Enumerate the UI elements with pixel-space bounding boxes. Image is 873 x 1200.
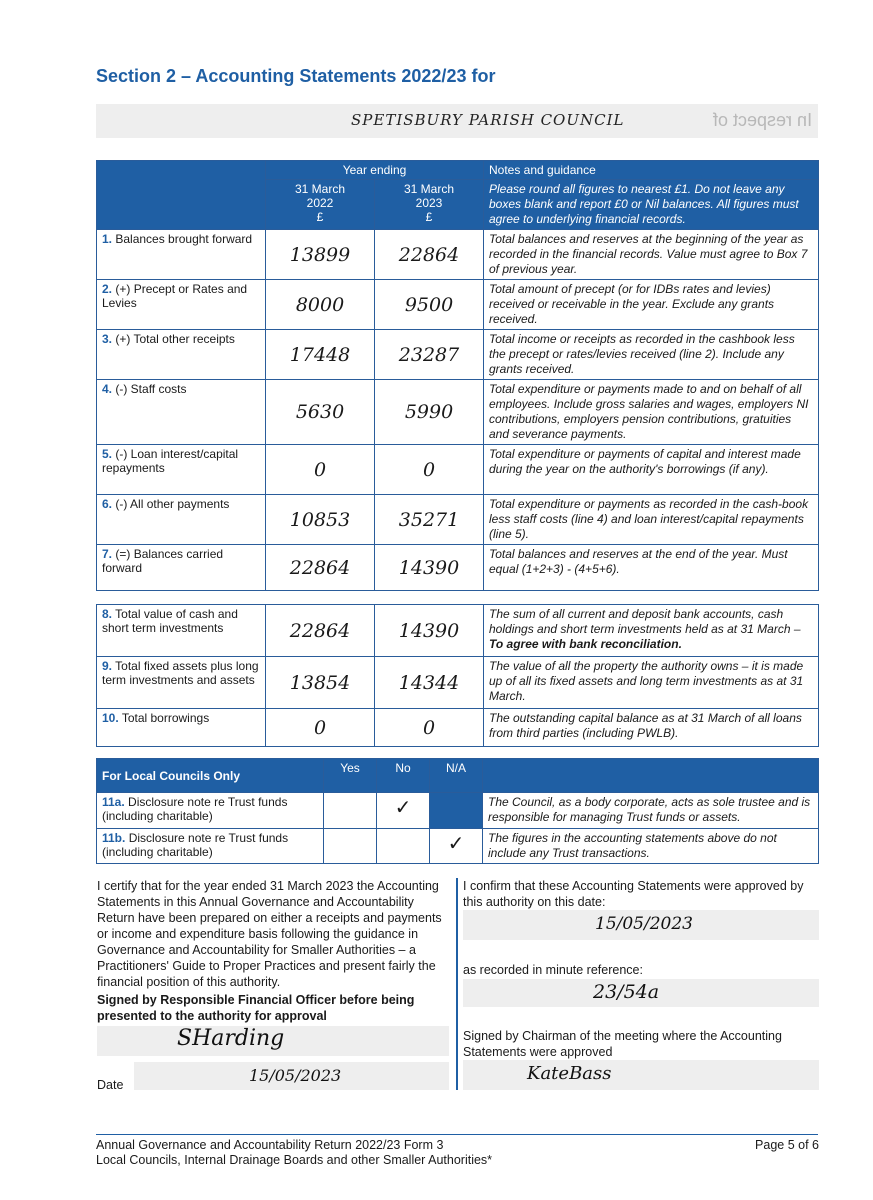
row-note-text: The value of all the property the authority owns – it is made up of all its fixed assets and long term investments as at 31 March. — [489, 659, 804, 703]
row-label — [97, 545, 266, 591]
value-2023[interactable]: 0 — [375, 445, 484, 495]
table-row — [97, 545, 819, 591]
row-note — [484, 657, 819, 709]
table-row — [97, 495, 819, 545]
footer-text — [96, 1138, 492, 1168]
row-label-text: (=) Balances carried forward — [102, 547, 224, 575]
footer-line-2: Local Councils, Internal Drainage Boards and other Smaller Authorities* — [96, 1153, 493, 1167]
year-ending-header: Year ending — [266, 161, 484, 180]
value-2023[interactable]: 5990 — [375, 380, 484, 445]
na-checkbox — [430, 793, 483, 829]
approval-date: 15/05/2023 — [595, 914, 693, 934]
row-note-bold: To agree with bank reconciliation. — [489, 637, 682, 651]
yes-checkbox[interactable] — [324, 829, 377, 864]
table-row — [97, 280, 819, 330]
row-note: Total amount of precept (or for IDBs rates and levies) received or receivable in the year. Exclude any grants received. — [484, 280, 819, 330]
chair-signature: KateBass — [527, 1063, 612, 1084]
col-2023-line1: 31 March — [403, 182, 455, 196]
row-number: 2. — [102, 282, 113, 296]
local-councils-header: For Local Councils Only — [97, 759, 324, 793]
value-2023[interactable]: 14344 — [375, 657, 484, 709]
value-2022[interactable]: 22864 — [266, 605, 375, 657]
value-2023[interactable]: 0 — [375, 709, 484, 747]
value-2022[interactable]: 0 — [266, 709, 375, 747]
col-2022-line1: 31 March — [294, 182, 346, 196]
table-row — [97, 445, 819, 495]
row-label — [97, 330, 266, 380]
value-2023[interactable]: 14390 — [375, 545, 484, 591]
rfo-date-box[interactable] — [134, 1062, 449, 1090]
row-label — [97, 829, 324, 864]
row-label-text: Balances brought forward — [115, 232, 253, 246]
row-label — [97, 280, 266, 330]
row-number: 8. — [102, 607, 113, 621]
row-number: 11b. — [102, 831, 126, 845]
approval-date-box[interactable] — [463, 910, 819, 940]
blank-header-cell — [97, 161, 266, 230]
rfo-signature-box[interactable] — [97, 1026, 449, 1056]
row-label — [97, 793, 324, 829]
council-name-field[interactable] — [96, 104, 818, 138]
row-number: 1. — [102, 232, 113, 246]
council-name: SPETISBURY PARISH COUNCIL — [351, 111, 625, 129]
row-label — [97, 605, 266, 657]
row-label — [97, 709, 266, 747]
row-note: Total income or receipts as recorded in the cashbook less the precept or rates/levies received (line 2). Include any grants received. — [484, 330, 819, 380]
value-2023[interactable]: 14390 — [375, 605, 484, 657]
value-2022[interactable]: 8000 — [266, 280, 375, 330]
row-note — [484, 709, 819, 747]
value-2023[interactable]: 9500 — [375, 280, 484, 330]
row-label-text: (-) Loan interest/capital repayments — [102, 447, 239, 475]
local-councils-table — [96, 758, 819, 864]
column-divider — [456, 878, 458, 1090]
row-label — [97, 230, 266, 280]
notes-header: Notes and guidance — [484, 161, 819, 180]
row-label-text: Disclosure note re Trust funds (including charitable) — [102, 795, 288, 823]
row-note: Total balances and reserves at the end of the year. Must equal (1+2+3) - (4+5+6). — [484, 545, 819, 591]
row-note: Total expenditure or payments of capital and interest made during the year on the authority's borrowings (if any). — [484, 445, 819, 495]
accounting-statements-table — [96, 160, 819, 591]
header-note: Please round all figures to nearest £1. Do not leave any boxes blank and report £0 or Nil balances. All figures must agree to underlying financial records. — [484, 180, 819, 230]
row-number: 9. — [102, 659, 113, 673]
page-number: Page 5 of 6 — [755, 1138, 819, 1152]
row-number: 5. — [102, 447, 113, 461]
row-label-text: (+) Precept or Rates and Levies — [102, 282, 248, 310]
row-note: Total expenditure or payments made to and on behalf of all employees. Include gross salaries and wages, employers NI contributions, employers pension contributions, gratuities and severance payments. — [484, 380, 819, 445]
col-2023-line2: 2023 — [415, 196, 443, 210]
row-number: 7. — [102, 547, 113, 561]
table-row — [97, 380, 819, 445]
row-note: The Council, as a body corporate, acts as sole trustee and is responsible for managing Trust funds or assets. — [483, 793, 819, 829]
value-2022[interactable]: 22864 — [266, 545, 375, 591]
row-note — [484, 605, 819, 657]
row-label-text: (-) Staff costs — [115, 382, 187, 396]
col-2022-line3: £ — [316, 210, 324, 224]
yes-header: Yes — [324, 759, 377, 793]
yes-checkbox[interactable] — [324, 793, 377, 829]
value-2022[interactable]: 17448 — [266, 330, 375, 380]
row-label-text: Total fixed assets plus long term investments and assets — [102, 659, 259, 687]
value-2023[interactable]: 22864 — [375, 230, 484, 280]
value-2023[interactable]: 35271 — [375, 495, 484, 545]
col-2023-line3: £ — [425, 210, 433, 224]
minute-label: as recorded in minute reference: — [463, 963, 643, 977]
row-number: 3. — [102, 332, 113, 346]
value-2022[interactable]: 10853 — [266, 495, 375, 545]
col-2023-header — [375, 180, 484, 230]
table-row — [97, 709, 819, 747]
value-2022[interactable]: 13899 — [266, 230, 375, 280]
row-number: 4. — [102, 382, 113, 396]
minute-ref: 23/54a — [593, 981, 660, 1003]
row-label-text: (-) All other payments — [115, 497, 230, 511]
no-checkbox[interactable] — [377, 829, 430, 864]
value-2023[interactable]: 23287 — [375, 330, 484, 380]
assets-table — [96, 604, 819, 747]
table-row — [97, 230, 819, 280]
page-title: Section 2 – Accounting Statements 2022/23 for — [96, 66, 496, 86]
row-number: 11a. — [102, 795, 125, 809]
value-2022[interactable]: 5630 — [266, 380, 375, 445]
certification-text: I certify that for the year ended 31 March 2023 the Accounting Statements in this Annual Governance and Accountability Return have been prepared on either a receipts and payments or income and expenditure basis following the guidance in Governance and Accountability for Smaller Authorities – a Practitioners' Guide to Proper Practices and present fairly the financial position of this authority. — [97, 879, 442, 989]
col-2022-header — [266, 180, 375, 230]
row-number: 6. — [102, 497, 113, 511]
in-respect-of-label: In respect of — [712, 110, 812, 130]
na-header: N/A — [430, 759, 483, 793]
notes-blank-header — [483, 759, 819, 793]
row-label-text: Total value of cash and short term investments — [102, 607, 238, 635]
minute-ref-box[interactable] — [463, 979, 819, 1007]
row-label — [97, 657, 266, 709]
no-checkbox[interactable]: ✓ — [377, 793, 430, 829]
row-label-text: (+) Total other receipts — [115, 332, 235, 346]
row-note-text: The sum of all current and deposit bank accounts, cash holdings and short term investments held as at 31 March – — [489, 607, 801, 636]
na-checkbox[interactable]: ✓ — [430, 829, 483, 864]
row-label — [97, 380, 266, 445]
table-row — [97, 793, 819, 829]
confirm-text: I confirm that these Accounting Statements were approved by this authority on this date: — [463, 879, 804, 909]
row-note: The figures in the accounting statements above do not include any Trust transactions. — [483, 829, 819, 864]
row-label-text: Disclosure note re Trust funds (including charitable) — [102, 831, 289, 859]
table-row — [97, 657, 819, 709]
rfo-signature: SHarding — [177, 1026, 285, 1051]
rfo-signed-label: Signed by Responsible Financial Officer before being presented to the authority for approval — [97, 993, 415, 1023]
no-header: No — [377, 759, 430, 793]
footer-divider — [96, 1134, 818, 1135]
row-label — [97, 495, 266, 545]
row-note: Total expenditure or payments as recorded in the cash-book less staff costs (line 4) and loan interest/capital repayments (line 5). — [484, 495, 819, 545]
table-row — [97, 605, 819, 657]
chair-signed-label: Signed by Chairman of the meeting where the Accounting Statements were approved — [463, 1029, 782, 1059]
date-label: Date — [97, 1078, 124, 1092]
rfo-date: 15/05/2023 — [249, 1066, 342, 1085]
value-2022[interactable]: 13854 — [266, 657, 375, 709]
value-2022[interactable]: 0 — [266, 445, 375, 495]
table-row — [97, 829, 819, 864]
col-2022-line2: 2022 — [306, 196, 334, 210]
row-label — [97, 445, 266, 495]
row-note-text: The outstanding capital balance as at 31 March of all loans from third parties (including PWLB). — [489, 711, 802, 740]
row-number: 10. — [102, 711, 119, 725]
row-label-text: Total borrowings — [121, 711, 210, 725]
table-row — [97, 330, 819, 380]
chair-signature-box[interactable] — [463, 1060, 819, 1090]
row-note: Total balances and reserves at the beginning of the year as recorded in the financial records. Value must agree to Box 7 of previous year. — [484, 230, 819, 280]
footer-line-1: Annual Governance and Accountability Return 2022/23 Form 3 — [96, 1138, 444, 1152]
